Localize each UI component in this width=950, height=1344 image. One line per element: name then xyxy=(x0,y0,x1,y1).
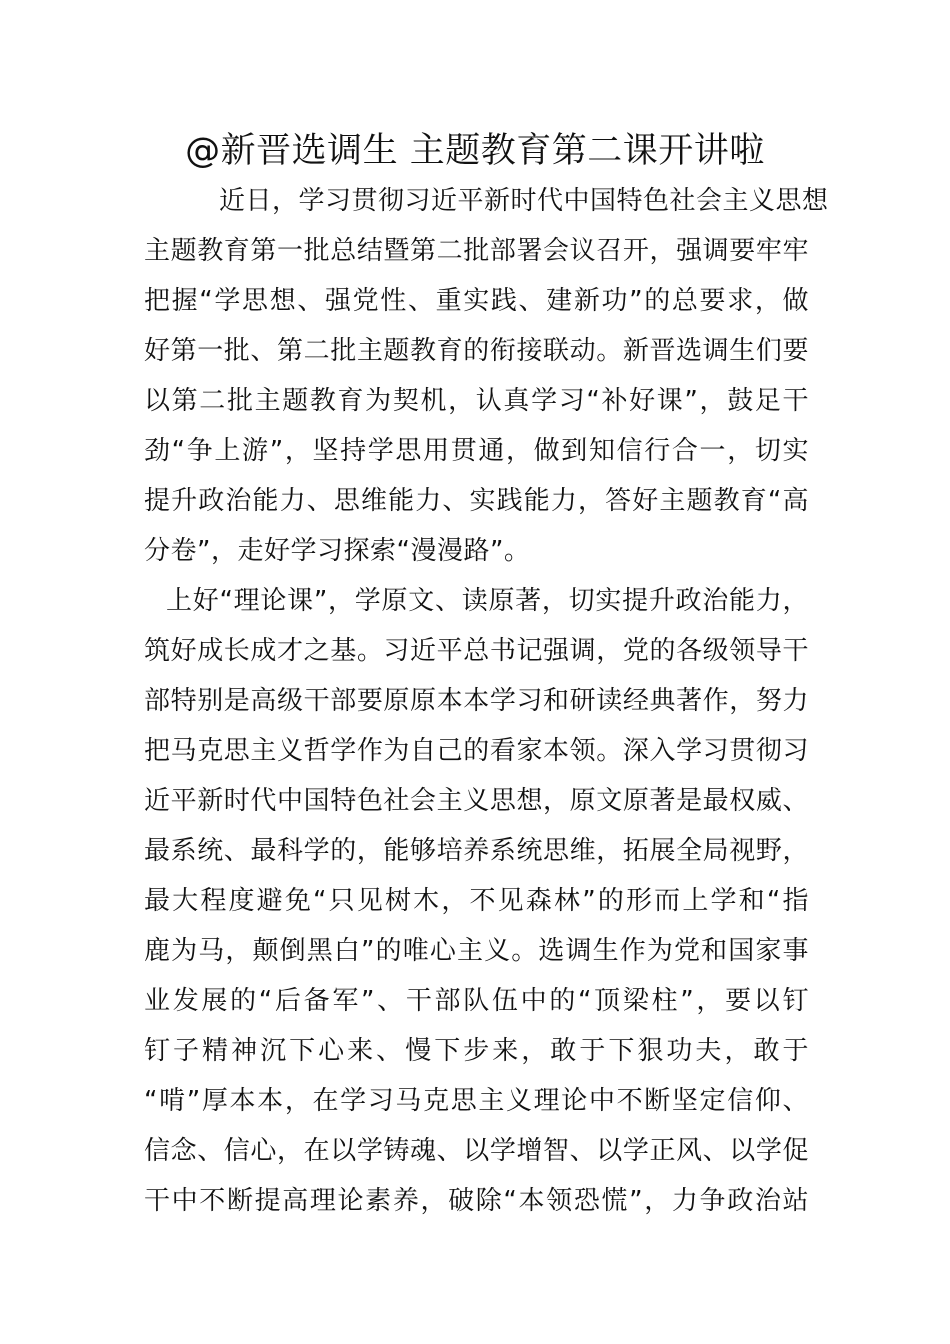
paragraph-1 xyxy=(144,176,829,576)
paragraph-line: 最系统、最科学的，能够培养系统思维，拓展全局视野， xyxy=(144,836,809,866)
paragraph-line: 部特别是高级干部要原原本本学习和研读经典著作，努力 xyxy=(144,686,809,716)
paragraph-line: 鹿为马，颠倒黑白”的唯心主义。选调生作为党和国家事 xyxy=(144,936,809,966)
paragraph-line: 上好“理论课”，学原文、读原著，切实提升政治能力， xyxy=(166,586,809,616)
paragraph-line: 筑好成长成才之基。习近平总书记强调，党的各级领导干 xyxy=(144,636,809,666)
paragraph-2 xyxy=(144,576,809,1226)
paragraph-line: 近日，学习贯彻习近平新时代中国特色社会主义思想 xyxy=(219,186,829,216)
paragraph-line: 分卷”，走好学习探索“漫漫路”。 xyxy=(144,536,531,566)
paragraph-line: 最大程度避免“只见树木，不见森林”的形而上学和“指 xyxy=(144,886,809,916)
paragraph-line: 劲“争上游”，坚持学思用贯通，做到知信行合一，切实 xyxy=(144,436,809,466)
paragraph-line: 提升政治能力、思维能力、实践能力，答好主题教育“高 xyxy=(144,486,809,516)
paragraph-line: 好第一批、第二批主题教育的衔接联动。新晋选调生们要 xyxy=(144,336,809,366)
document-body xyxy=(144,176,829,1226)
paragraph-line: 业发展的“后备军”、干部队伍中的“顶梁柱”，要以钉 xyxy=(144,986,809,1016)
paragraph-line: 以第二批主题教育为契机，认真学习“补好课”，鼓足干 xyxy=(144,386,809,416)
paragraph-line: 把马克思主义哲学作为自己的看家本领。深入学习贯彻习 xyxy=(144,736,809,766)
paragraph-line: 把握“学思想、强党性、重实践、建新功”的总要求，做 xyxy=(144,286,809,316)
paragraph-line: 信念、信心，在以学铸魂、以学增智、以学正风、以学促 xyxy=(144,1136,809,1166)
paragraph-line: “啃”厚本本，在学习马克思主义理论中不断坚定信仰、 xyxy=(144,1086,809,1116)
paragraph-line: 干中不断提高理论素养，破除“本领恐慌”，力争政治站 xyxy=(144,1186,809,1216)
paragraph-line: 近平新时代中国特色社会主义思想，原文原著是最权威、 xyxy=(144,786,809,816)
paragraph-line: 钉子精神沉下心来、慢下步来，敢于下狠功夫，敢于 xyxy=(144,1036,809,1066)
document-title: @新晋选调生 主题教育第二课开讲啦 xyxy=(185,131,765,171)
paragraph-line: 主题教育第一批总结暨第二批部署会议召开，强调要牢牢 xyxy=(144,236,809,266)
